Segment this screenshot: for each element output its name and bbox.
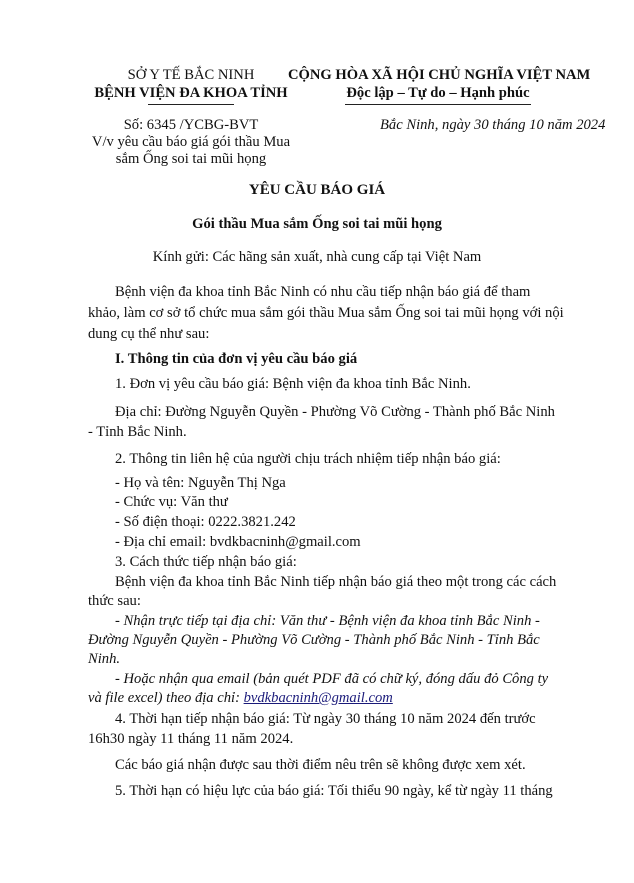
place-date: Bắc Ninh, ngày 30 tháng 10 năm 2024 xyxy=(380,117,606,133)
country-name: CỘNG HÒA XÃ HỘI CHỦ NGHĨA VIỆT NAM xyxy=(288,67,591,83)
item-3-desc-line-1: Bệnh viện đa khoa tỉnh Bắc Ninh tiếp nhận báo giá theo một trong các cách xyxy=(115,574,557,590)
address-line-1: Địa chỉ: Đường Nguyễn Quyền - Phường Võ Cường - Thành phố Bắc Ninh xyxy=(115,404,555,420)
item-3: 3. Cách thức tiếp nhận báo giá: xyxy=(115,554,297,570)
subject-line-2: sắm Ống soi tai mũi họng xyxy=(115,151,267,167)
recipient-line: Kính gửi: Các hãng sản xuất, nhà cung cấp tại Việt Nam xyxy=(152,249,482,265)
item-2: 2. Thông tin liên hệ của người chịu trách nhiệm tiếp nhận báo giá: xyxy=(115,451,501,467)
agency-name: SỞ Y TẾ BẮC NINH xyxy=(127,67,255,83)
page-title: YÊU CẦU BÁO GIÁ xyxy=(248,182,386,198)
item-4-line-1: 4. Thời hạn tiếp nhận báo giá: Từ ngày 30 tháng 10 năm 2024 đến trước xyxy=(115,711,536,727)
contact-email: - Địa chỉ email: bvdkbacninh@gmail.com xyxy=(115,534,361,550)
email-line-2 xyxy=(88,689,393,707)
contact-phone: - Số điện thoại: 0222.3821.242 xyxy=(115,514,296,530)
section-heading: I. Thông tin của đơn vị yêu cầu báo giá xyxy=(115,351,358,367)
intro-line-1: Bệnh viện đa khoa tỉnh Bắc Ninh có nhu cầu tiếp nhận báo giá để tham xyxy=(115,284,531,300)
email-line-2-prefix: và file excel) theo địa chỉ: xyxy=(88,690,244,706)
subject-line-1: V/v yêu cầu báo giá gói thầu Mua xyxy=(91,134,291,150)
direct-line-1: - Nhận trực tiếp tại địa chỉ: Văn thư - Bệnh viện đa khoa tỉnh Bắc Ninh - xyxy=(115,613,540,629)
direct-line-3: Ninh. xyxy=(88,651,121,667)
hospital-underline xyxy=(148,104,234,105)
hospital-name: BỆNH VIỆN ĐA KHOA TỈNH xyxy=(94,85,288,101)
email-link[interactable]: bvdkbacninh@gmail.com xyxy=(243,690,393,706)
national-motto: Độc lập – Tự do – Hạnh phúc xyxy=(346,85,530,101)
contact-name: - Họ và tên: Nguyễn Thị Nga xyxy=(115,475,286,491)
email-line-1: - Hoặc nhận qua email (bản quét PDF đã có chữ ký, đóng dấu đỏ Công ty xyxy=(115,671,549,687)
item-4-line-2: 16h30 ngày 11 tháng 11 năm 2024. xyxy=(88,731,294,747)
address-line-2: - Tỉnh Bắc Ninh. xyxy=(88,424,187,440)
item-3-desc-line-2: thức sau: xyxy=(88,593,141,609)
intro-line-2: khảo, làm cơ sở tổ chức mua sắm gói thầu Mua sắm Ống soi tai mũi họng với nội xyxy=(88,305,564,321)
direct-line-2: Đường Nguyễn Quyền - Phường Võ Cường - Thành phố Bắc Ninh - Tỉnh Bắc xyxy=(88,632,540,648)
contact-role: - Chức vụ: Văn thư xyxy=(115,494,228,510)
late-note: Các báo giá nhận được sau thời điểm nêu trên sẽ không được xem xét. xyxy=(115,757,526,773)
motto-underline xyxy=(345,104,531,105)
item-1: 1. Đơn vị yêu cầu báo giá: Bệnh viện đa khoa tỉnh Bắc Ninh. xyxy=(115,376,471,392)
page-subtitle: Gói thầu Mua sắm Ống soi tai mũi họng xyxy=(192,216,442,232)
intro-line-3: dung cụ thể như sau: xyxy=(88,326,210,342)
item-5: 5. Thời hạn có hiệu lực của báo giá: Tối thiểu 90 ngày, kể từ ngày 11 tháng xyxy=(115,783,553,799)
doc-number: Số: 6345 /YCBG-BVT xyxy=(123,117,259,133)
